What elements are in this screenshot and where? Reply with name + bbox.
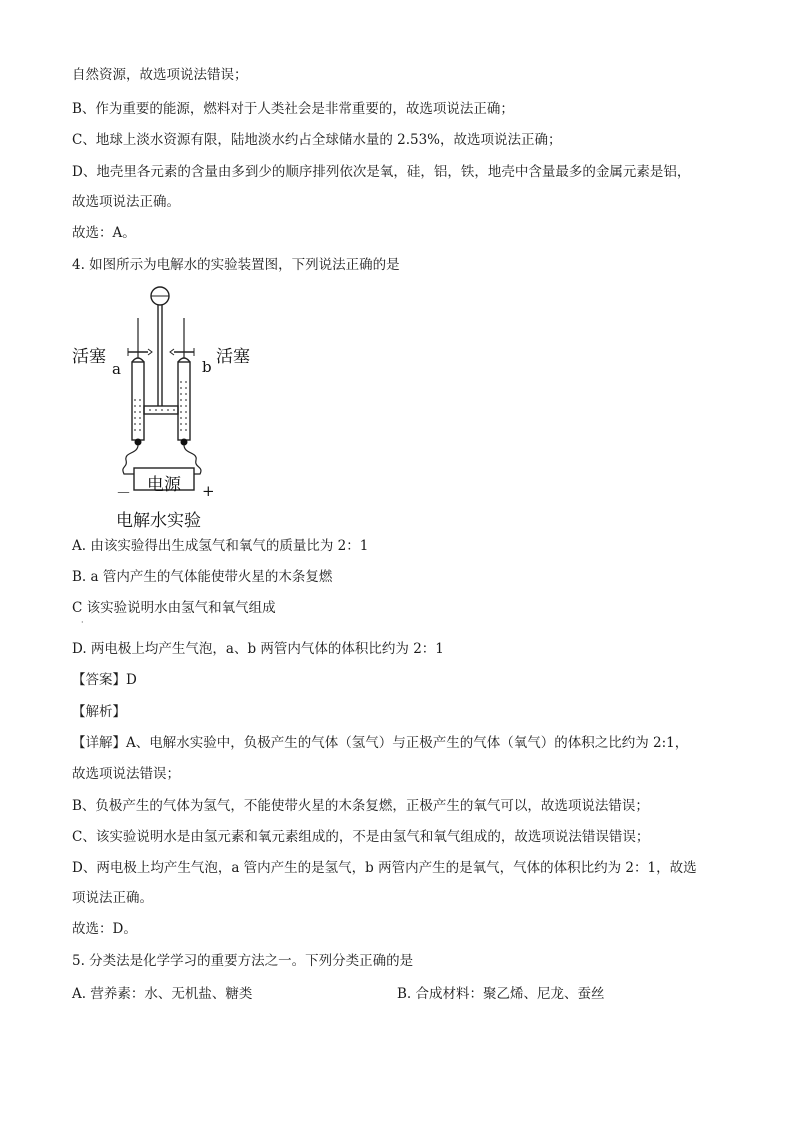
detail-line: B、负极产生的气体为氢气，不能使带火星的木条复燃，正极产生的氧气可以，故选项说法错误； (72, 798, 649, 814)
option-d: D. 两电极上均产生气泡，a、b 两管内气体的体积比约为 2：1 (72, 641, 444, 657)
text-line: B、作为重要的能源，燃料对于人类社会是非常重要的，故选项说法正确； (72, 101, 514, 117)
electrolysis-figure (72, 282, 262, 532)
tube-a-label: a (112, 360, 121, 378)
option-c: C 该实验说明水由氢气和氧气组成 (72, 600, 276, 616)
question-5-stem: 5. 分类法是化学学习的重要方法之一。下列分类正确的是 (72, 953, 414, 969)
left-stopcock-label: 活塞 (72, 347, 106, 367)
text-line: 故选项说法正确。 (72, 194, 180, 210)
detail-line: 项说法正确。 (72, 890, 153, 906)
answer-tag: 【答案】 (72, 672, 126, 688)
text-line: C、地球上淡水资源有限，陆地淡水约占全球储水量的 2.53%，故选项说法正确； (72, 132, 562, 148)
detail-line: 故选项说法错误； (72, 766, 180, 782)
answer-line (72, 670, 722, 690)
power-label: 电源 (147, 475, 181, 495)
answer-value: D (126, 672, 137, 688)
detail-line: 【详解】A、电解水实验中，负极产生的气体（氢气）与正极产生的气体（氧气）的体积之比约为 2:1， (72, 735, 689, 751)
question-4-stem: 4. 如图所示为电解水的实验装置图，下列说法正确的是 (72, 257, 400, 273)
q5-option-b: B. 合成材料：聚乙烯、尼龙、蚕丝 (397, 986, 605, 1002)
q5-option-a: A. 营养素：水、无机盐、糖类 (72, 986, 253, 1002)
text-line: 自然资源，故选项说法错误； (72, 67, 248, 83)
detail-line: D、两电极上均产生气泡，a 管内产生的是氢气，b 两管内产生的是氧气，气体的体积比约为 2：1，故选 (72, 860, 697, 876)
positive-terminal-label: + (202, 482, 215, 500)
analysis-tag: 【解析】 (72, 704, 126, 720)
detail-line: C、该实验说明水是由氢元素和氧元素组成的，不是由氢气和氧气组成的，故选项说法错误错误； (72, 829, 650, 845)
question-5-options-row (72, 984, 722, 1004)
option-a: A. 由该实验得出生成氢气和氧气的质量比为 2：1 (72, 538, 369, 554)
figure-caption: 电解水实验 (116, 511, 201, 531)
text-line: D、地壳里各元素的含量由多到少的顺序排列依次是氧，硅，铝，铁，地壳中含量最多的金属元素是铝， (72, 164, 691, 180)
right-stopcock-label: 活塞 (216, 347, 250, 367)
option-b: B. a 管内产生的气体能使带火星的木条复燃 (72, 569, 333, 585)
negative-terminal-label: － (116, 484, 132, 502)
text-line: 故选：A。 (72, 225, 136, 241)
tube-b-label: b (202, 358, 212, 376)
stray-dot: · (81, 618, 84, 627)
detail-line: 故选：D。 (72, 921, 137, 937)
